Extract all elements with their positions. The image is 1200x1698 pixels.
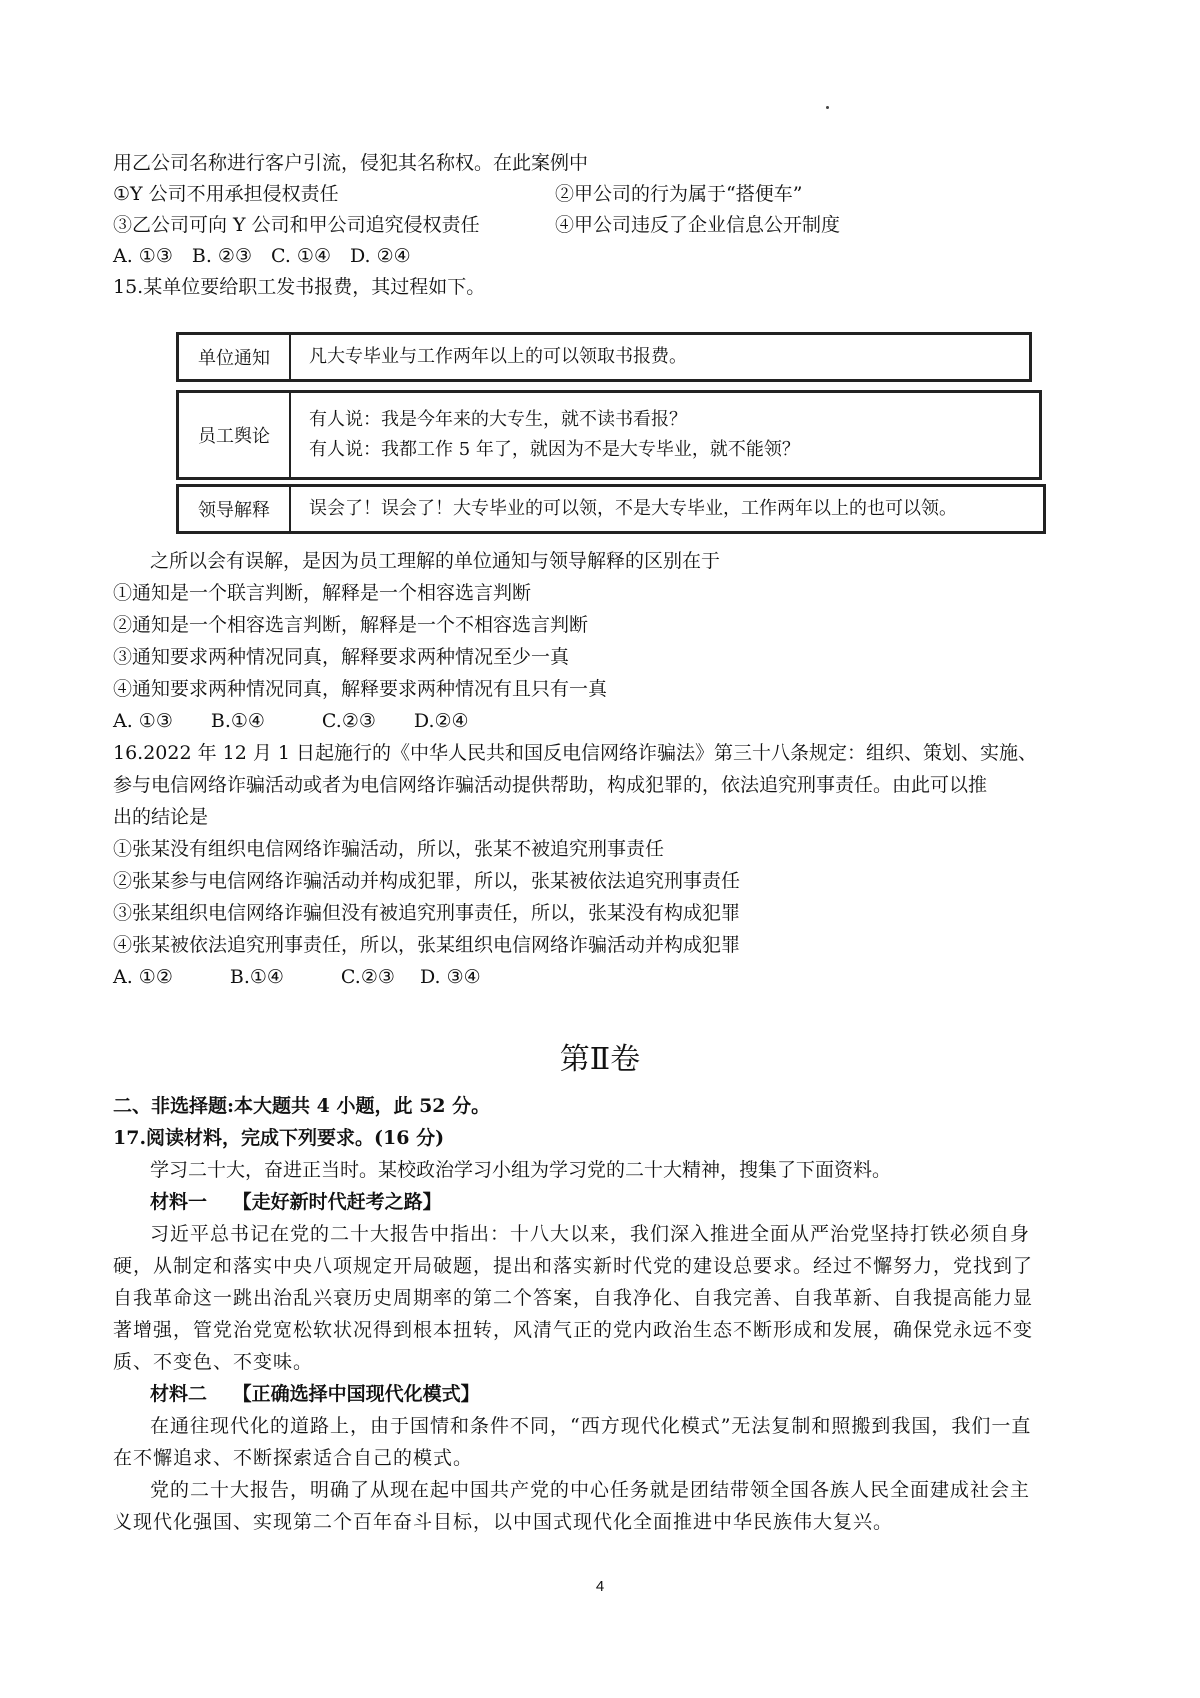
notice-box (176, 332, 1032, 382)
explanation-text: 误会了！误会了！大专毕业的可以领，不是大专毕业，工作两年以上的也可以领。 (309, 498, 957, 519)
q15-option-4: ④通知要求两种情况同真，解释要求两种情况有且只有一真 (113, 678, 608, 700)
explanation-label: 领导解释 (179, 487, 291, 531)
q14-option-1: ①Y 公司不用承担侵权责任 (113, 183, 339, 205)
q16-option-2: ②张某参与电信网络诈骗活动并构成犯罪，所以，张某被依法追究刑事责任 (113, 870, 741, 892)
q14-continuation: 用乙公司名称进行客户引流，侵犯其名称权。在此案例中 (113, 152, 589, 174)
opinion-label: 员工舆论 (179, 393, 291, 477)
explanation-box (176, 484, 1046, 534)
material-1-line-3: 自我革命这一跳出治乱兴衰历史周期率的第二个答案，自我净化、自我完善、自我革新、自我提高能力显 (113, 1287, 1034, 1309)
material-2-line-2: 在不懈追求、不断探索适合自己的模式。 (113, 1447, 474, 1469)
q15-choices: A. ①③ B.①④ C.②③ D.②④ (113, 710, 469, 732)
q15-option-1: ①通知是一个联言判断，解释是一个相容选言判断 (113, 582, 532, 604)
q14-choices: A. ①③ B. ②③ C. ①④ D. ②④ (113, 245, 411, 267)
q17-stem: 17.阅读材料，完成下列要求。(16 分) (113, 1127, 445, 1149)
material-1-line-1: 习近平总书记在党的二十大报告中指出：十八大以来，我们深入推进全面从严治党坚持打铁必须自身 (150, 1223, 1031, 1245)
q16-stem-1: 16.2022 年 12 月 1 日起施行的《中华人民共和国反电信网络诈骗法》第三十八条规定：组织、策划、实施、 (113, 742, 1038, 764)
opinion-box (176, 390, 1042, 480)
speck (826, 106, 829, 109)
opinion-line-1: 有人说：我是今年来的大专生，就不读书看报？ (309, 409, 687, 430)
opinion-line-2: 有人说：我都工作 5 年了，就因为不是大专毕业，就不能领？ (309, 439, 800, 460)
q15-option-2: ②通知是一个相容选言判断，解释是一个不相容选言判断 (113, 614, 589, 636)
q16-option-4: ④张某被依法追究刑事责任，所以，张某组织电信网络诈骗活动并构成犯罪 (113, 934, 741, 956)
material-2-title: 材料二 【正确选择中国现代化模式】 (150, 1383, 480, 1405)
q16-option-1: ①张某没有组织电信网络诈骗活动，所以，张某不被追究刑事责任 (113, 838, 665, 860)
q14-option-3: ③乙公司可向 Y 公司和甲公司追究侵权责任 (113, 214, 480, 236)
q16-stem-3: 出的结论是 (113, 806, 209, 828)
material-1-title: 材料一 【走好新时代赶考之路】 (150, 1191, 442, 1213)
material-1-line-2: 硬，从制定和落实中央八项规定开局破题，提出和落实新时代党的建设总要求。经过不懈努力，党找到了 (113, 1255, 1034, 1277)
q15-option-3: ③通知要求两种情况同真，解释要求两种情况至少一真 (113, 646, 570, 668)
notice-label: 单位通知 (179, 335, 291, 379)
q16-choices: A. ①② B.①④ C.②③ D. ③④ (113, 966, 481, 988)
q15-lead: 之所以会有误解，是因为员工理解的单位通知与领导解释的区别在于 (150, 550, 721, 572)
q16-option-3: ③张某组织电信网络诈骗但没有被追究刑事责任，所以，张某没有构成犯罪 (113, 902, 741, 924)
material-2-line-4: 义现代化强国、实现第二个百年奋斗目标，以中国式现代化全面推进中华民族伟大复兴。 (113, 1511, 894, 1533)
q14-option-4: ④甲公司违反了企业信息公开制度 (555, 214, 841, 236)
page-number: 4 (595, 1578, 605, 1595)
notice-figure (176, 324, 1036, 534)
notice-text: 凡大专毕业与工作两年以上的可以领取书报费。 (309, 346, 687, 367)
q15-stem: 15.某单位要给职工发书报费，其过程如下。 (113, 276, 486, 298)
material-1-line-5: 质、不变色、不变味。 (113, 1351, 314, 1373)
material-2-line-3: 党的二十大报告，明确了从现在起中国共产党的中心任务就是团结带领全国各族人民全面建成社会主 (150, 1479, 1031, 1501)
part-ii-heading: 第Ⅱ卷 (559, 1042, 641, 1077)
section-heading: 二、非选择题:本大题共 4 小题，此 52 分。 (113, 1095, 491, 1117)
material-2-line-1: 在通往现代化的道路上，由于国情和条件不同，“西方现代化模式”无法复制和照搬到我国，我们一直 (150, 1415, 1032, 1437)
q14-option-2: ②甲公司的行为属于“搭便车” (555, 183, 803, 205)
material-1-line-4: 著增强，管党治党宽松软状况得到根本扭转，风清气正的党内政治生态不断形成和发展，确保党永远不变 (113, 1319, 1034, 1341)
q17-intro: 学习二十大，奋进正当时。某校政治学习小组为学习党的二十大精神，搜集了下面资料。 (150, 1159, 892, 1181)
q16-stem-2: 参与电信网络诈骗活动或者为电信网络诈骗活动提供帮助，构成犯罪的，依法追究刑事责任。由此可以推 (113, 774, 988, 796)
